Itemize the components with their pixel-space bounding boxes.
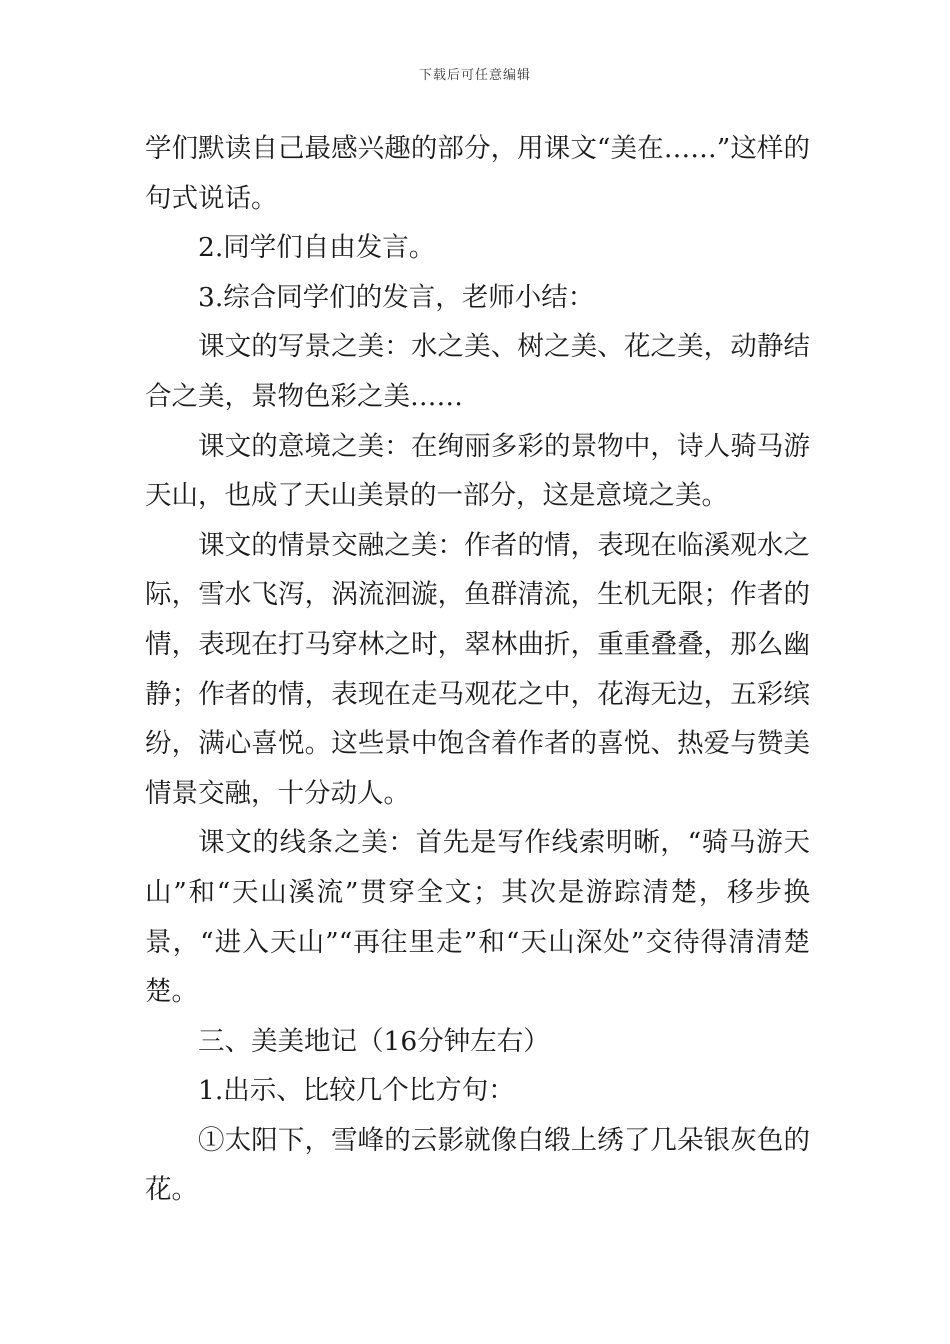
paragraph: 1.出示、比较几个比方句： [198,1075,515,1107]
paragraph: 课文的写景之美：水之美、树之美、花之美，动静结合之美，景物色彩之美…… [145,331,810,412]
document-body [145,124,810,1215]
paragraph: 3.综合同学们的发言，老师小结： [198,281,595,313]
paragraph: 课文的意境之美：在绚丽多彩的景物中，诗人骑马游天山，也成了天山美景的一部分，这是意境之美。 [145,430,810,512]
page-header: 下载后可任意编辑 [418,68,531,83]
section-heading: 三、美美地记（16分钟左右） [198,1025,550,1057]
paragraph: 课文的线条之美：首先是写作线索明晰，“骑马游天山”和“天山溪流”贯穿全文；其次是游踪清楚，移步换景，“进入天山”“再往里走”和“天山深处”交待得清清楚楚。 [145,827,810,1008]
paragraph: 2.同学们自由发言。 [198,232,436,264]
paragraph: 课文的情景交融之美：作者的情，表现在临溪观水之际，雪水飞泻，涡流洄漩，鱼群清流，生机无限；作者的情，表现在打马穿林之时，翠林曲折，重重叠叠，那么幽静；作者的情，表现在走马观花之中，花海无边，五彩缤纷，满心喜悦。这些景中饱含着作者的喜悦、热爱与赞美情景交融，十分动人。 [145,529,810,809]
paragraph: 学们默读自己最感兴趣的部分，用课文“美在……”这样的句式说话。 [145,133,810,214]
paragraph: ①太阳下，雪峰的云影就像白缎上绣了几朵银灰色的花。 [145,1124,810,1206]
